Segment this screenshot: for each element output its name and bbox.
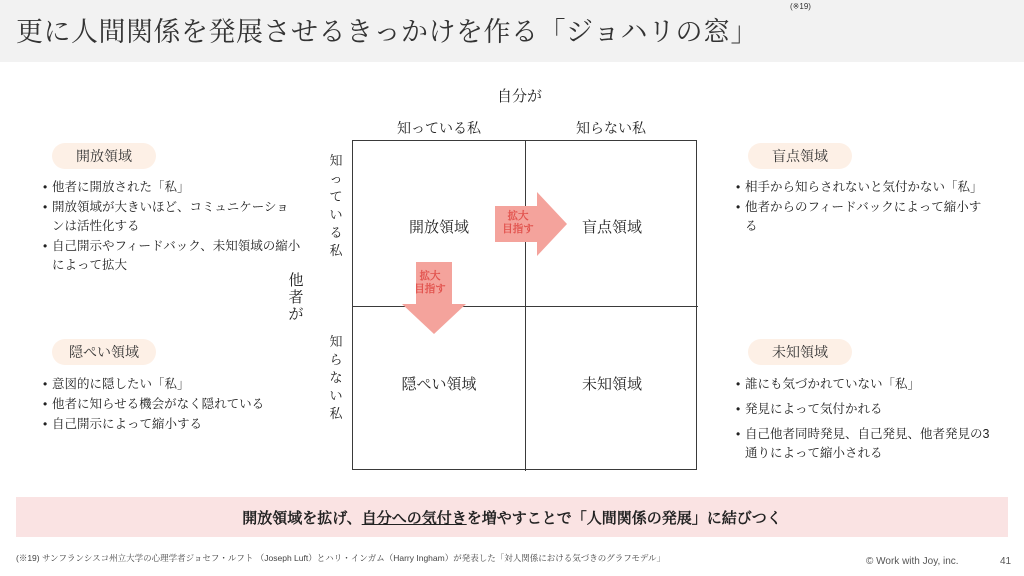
list-item: • 自己開示によって縮小する bbox=[43, 415, 301, 434]
column-header-unknown-self: 知らない私 bbox=[576, 120, 646, 136]
bullets-hidden-area bbox=[43, 375, 301, 435]
list-item: • 他者に開放された「私」 bbox=[43, 178, 301, 197]
row-header-unknown-other: 知 ら な い 私 bbox=[329, 334, 343, 421]
list-item: • 開放領域が大きいほど、コミュニケーションは活性化する bbox=[43, 198, 301, 236]
cell-open-area: 開放領域 bbox=[408, 219, 469, 236]
cell-blind-area: 盲点領域 bbox=[581, 219, 642, 236]
arrow-expand-right bbox=[495, 192, 567, 262]
cell-unknown-area: 未知領域 bbox=[581, 376, 642, 393]
list-item: • 他者に知らせる機会がなく隠れている bbox=[43, 395, 301, 414]
arrow-right-label: 拡大 目指す bbox=[502, 210, 534, 235]
axis-label-left: 他 者 が bbox=[288, 272, 304, 323]
copyright-credit: © Work with Joy, inc. bbox=[866, 556, 959, 567]
bullets-open-area bbox=[43, 178, 301, 276]
banner-underlined: 自分への気付き bbox=[361, 509, 467, 527]
list-item: • 意図的に隠したい「私」 bbox=[43, 375, 301, 394]
list-item: • 他者からのフィードバックによって縮小する bbox=[736, 198, 988, 236]
bullets-unknown-area bbox=[736, 375, 994, 469]
summary-banner-text bbox=[242, 507, 781, 528]
chip-unknown-area: 未知領域 bbox=[748, 339, 852, 365]
list-item: • 自己他者同時発見、自己発見、他者発見の3通りによって縮小される bbox=[736, 425, 994, 463]
summary-banner bbox=[16, 497, 1008, 537]
list-item: • 発見によって気付かれる bbox=[736, 400, 994, 419]
column-header-known-self: 知っている私 bbox=[397, 120, 481, 136]
chip-open-area: 開放領域 bbox=[52, 143, 156, 169]
cell-hidden-area: 隠ぺい領域 bbox=[401, 376, 477, 393]
chip-hidden-area: 隠ぺい領域 bbox=[52, 339, 156, 365]
row-header-known-other: 知 っ て い る 私 bbox=[329, 153, 343, 258]
list-item: • 誰にも気づかれていない「私」 bbox=[736, 375, 994, 394]
list-item: • 相手から知らされないと気付かない「私」 bbox=[736, 178, 988, 197]
chip-blind-area: 盲点領域 bbox=[748, 143, 852, 169]
slide-header bbox=[0, 0, 1024, 62]
bullets-blind-area bbox=[736, 178, 988, 237]
header-footnote-marker: (※19) bbox=[790, 2, 811, 11]
page-number: 41 bbox=[1000, 556, 1012, 567]
arrow-expand-down bbox=[402, 262, 474, 334]
axis-label-top: 自分が bbox=[497, 88, 543, 105]
page-title: 更に人間関係を発展させるきっかけを作る「ジョハリの窓」 bbox=[16, 17, 758, 47]
arrow-down-label: 拡大 目指す bbox=[414, 270, 446, 295]
banner-part1: 開放領域を拡げ、 bbox=[242, 509, 362, 527]
slide-footnote: (※19) サンフランシスコ州立大学の心理学者ジョセフ・ルフト （Joseph Luft）とハリ・インガム（Harry Ingham）が発表した「対人関係における気づきのグラフモデル」 bbox=[16, 553, 665, 563]
list-item: • 自己開示やフィードバック、未知領域の縮小によって拡大 bbox=[43, 237, 301, 275]
banner-part2: を増やすことで「人間関係の発展」に結びつく bbox=[466, 509, 782, 527]
